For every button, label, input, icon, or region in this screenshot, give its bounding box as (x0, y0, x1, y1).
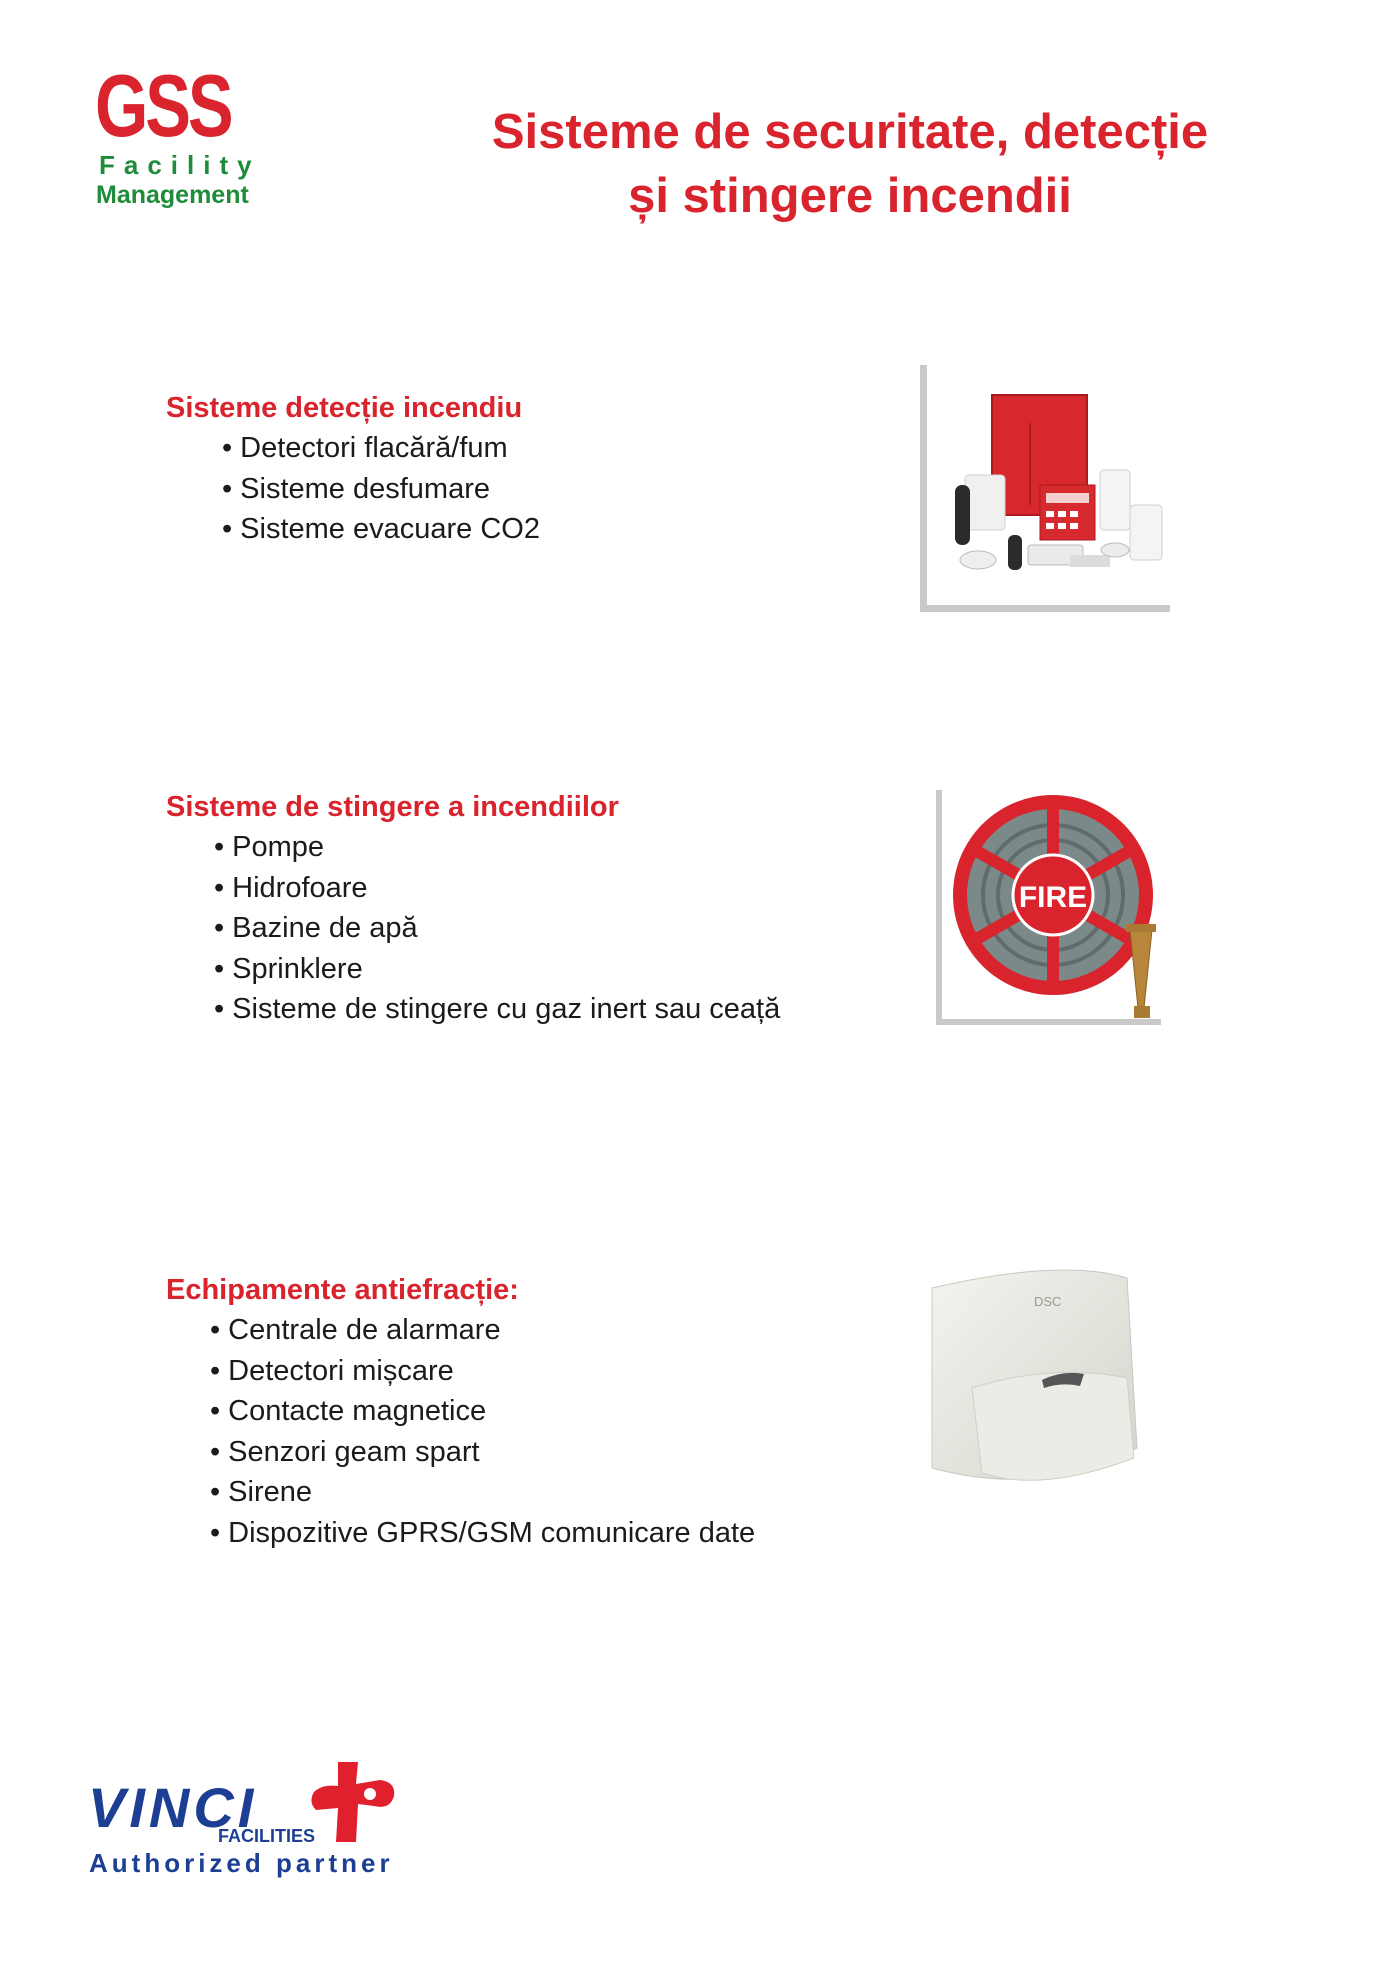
section-fire-extinguishing (166, 787, 780, 1030)
list-item: • Sisteme evacuare CO2 (222, 509, 540, 550)
list-item: • Detectori mișcare (210, 1351, 755, 1392)
list-item: • Senzori geam spart (210, 1432, 755, 1473)
motion-sensor-image (912, 1258, 1142, 1510)
vinci-cross-icon (308, 1762, 408, 1844)
authorized-partner-label: Authorized partner (89, 1848, 394, 1878)
section-heading: Echipamente antiefracție: (166, 1274, 519, 1306)
list-item: • Pompe (214, 827, 780, 868)
section-fire-detection (166, 388, 540, 550)
vinci-facilities-label: FACILITIES (218, 1826, 316, 1846)
list-item: • Sprinklere (214, 949, 780, 990)
section-anti-theft (166, 1270, 755, 1553)
bullet-list (222, 428, 540, 550)
sensor-brand-label: DSC (1034, 1294, 1062, 1309)
page-title (440, 100, 1260, 228)
page-title-line-2: și stingere incendii (628, 169, 1072, 223)
page-title-line-1: Sisteme de securitate, detecție (491, 105, 1209, 159)
list-item: • Hidrofoare (214, 868, 780, 909)
vinci-wordmark: VINCI (88, 1776, 258, 1839)
list-item: • Contacte magnetice (210, 1391, 755, 1432)
list-item: • Centrale de alarmare (210, 1310, 755, 1351)
fire-hose-reel-image (930, 790, 1170, 1030)
list-item: • Sisteme de stingere cu gaz inert sau ceață (214, 989, 780, 1030)
list-item: • Dispozitive GPRS/GSM comunicare date (210, 1513, 755, 1554)
gss-logo-facility: Facility (99, 150, 261, 180)
list-item: • Sisteme desfumare (222, 469, 540, 510)
bullet-list (214, 827, 780, 1030)
vinci-facilities-logo (88, 1762, 418, 1892)
list-item: • Detectori flacără/fum (222, 428, 540, 469)
bullet-list (210, 1310, 755, 1553)
gss-logo-mark: GSS (95, 56, 231, 155)
fire-alarm-equipment-image (920, 365, 1175, 615)
list-item: • Bazine de apă (214, 908, 780, 949)
gss-logo-management: Management (96, 181, 249, 209)
gss-logo (95, 56, 265, 212)
section-heading: Sisteme detecție incendiu (166, 392, 523, 424)
hose-reel-fire-label: FIRE (1018, 881, 1088, 914)
list-item: • Sirene (210, 1472, 755, 1513)
section-heading: Sisteme de stingere a incendiilor (166, 791, 619, 823)
